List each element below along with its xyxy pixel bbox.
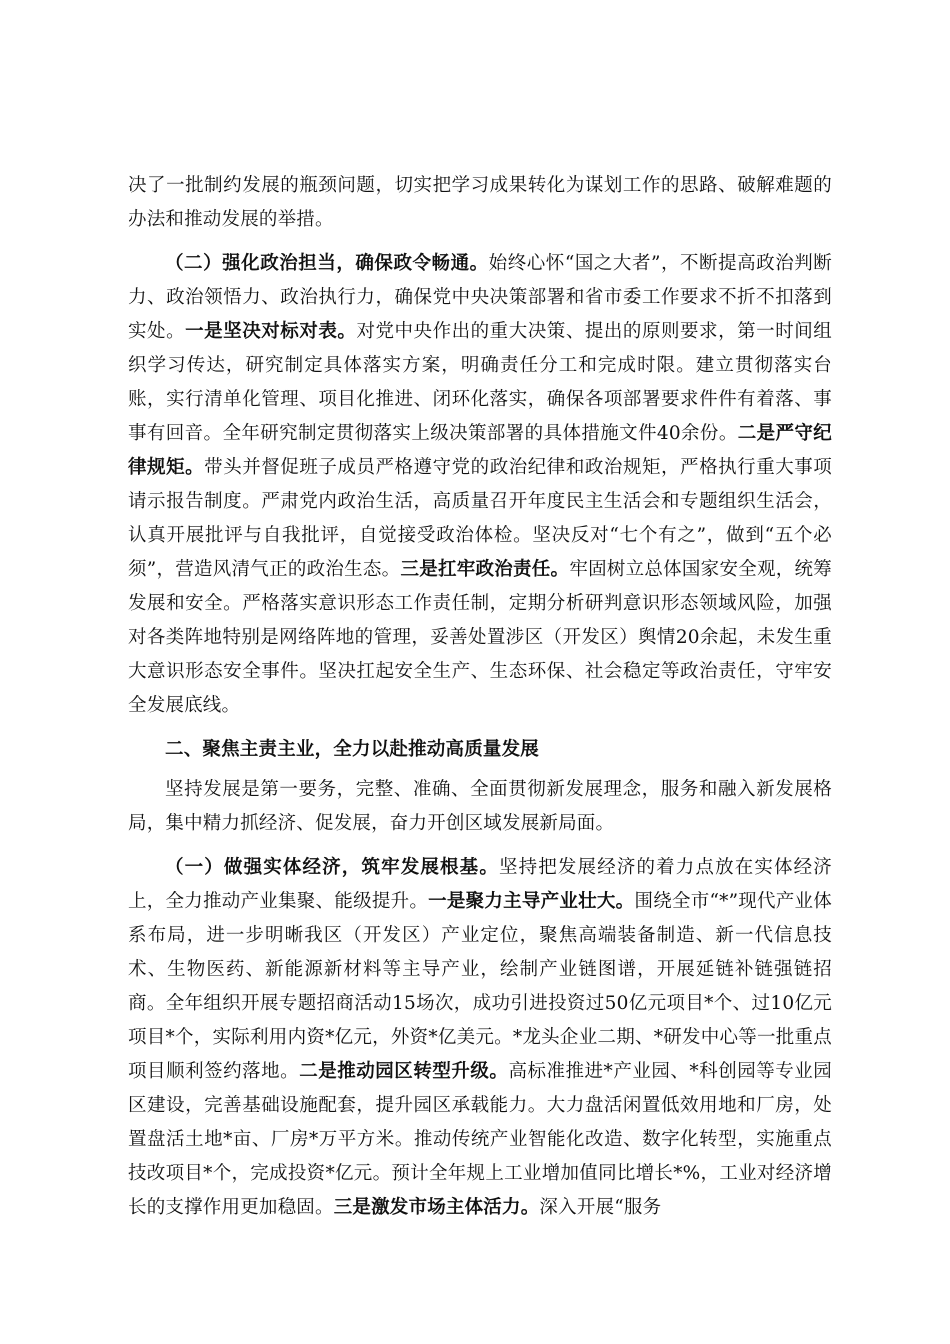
paragraph-text: 坚持发展是第一要务，完整、准确、全面贯彻新发展理念，服务和融入新发展格局，集中精力抓经济、促发展，奋力开创区域发展新局面。 <box>128 779 832 834</box>
point-heading: 二是严守纪律规矩。 <box>128 423 832 478</box>
point-heading: 一是坚决对标对表。 <box>185 321 357 342</box>
paragraph-intro <box>128 773 832 841</box>
paragraph-text: 坚持把发展经济的着力点放在实体经济上，全力推动产业集聚、能级提升。 <box>128 857 832 912</box>
section-lead: （二）强化政治担当，确保政令畅通。 <box>165 253 489 274</box>
paragraph-political-responsibility <box>128 247 832 723</box>
paragraph-real-economy <box>128 851 832 1225</box>
paragraph-text: 决了一批制约发展的瓶颈问题，切实把学习成果转化为谋划工作的思路、破解难题的办法和推动发展的举措。 <box>128 175 832 230</box>
paragraph-text: 牢固树立总体国家安全观，统筹发展和安全。严格落实意识形态工作责任制，定期分析研判意识形态领域风险，加强对各类阵地特别是网络阵地的管理，妥善处置涉区（开发区）舆情20余起，未发生重大意识形态安全事件。坚决扛起安全生产、生态环保、社会稳定等政治责任，守牢安全发展底线。 <box>128 559 832 716</box>
document-body <box>128 169 832 1235</box>
section-heading: 二、聚焦主责主业，全力以赴推动高质量发展 <box>165 739 540 760</box>
point-heading: 三是扛牢政治责任。 <box>400 559 570 580</box>
paragraph-text: 对党中央作出的重大决策、提出的原则要求，第一时间组织学习传达，研究制定具体落实方案，明确责任分工和完成时限。建立贯彻落实台账，实行清单化管理、项目化推进、闭环化落实，确保各项部署要求件件有着落、事事有回音。全年研究制定贯彻落实上级决策部署的具体措施文件40余份。 <box>128 321 832 444</box>
paragraph-text: 围绕全市“*”现代产业体系布局，进一步明晰我区（开发区）产业定位，聚焦高端装备制造、新一代信息技术、生物医药、新能源新材料等主导产业，绘制产业链图谱，开展延链补链强链招商。全年组织开展专题招商活动15场次，成功引进投资过50亿元项目*个、过10亿元项目*个，实际利用内资*亿元，外资*亿美元。*龙头企业二期、*研发中心等一批重点项目顺利签约落地。 <box>128 891 833 1082</box>
section-lead: （一）做强实体经济，筑牢发展根基。 <box>165 857 499 878</box>
paragraph-text: 深入开展“服务 <box>539 1197 662 1218</box>
paragraph-text: 带头并督促班子成员严格遵守党的政治纪律和政治规矩，严格执行重大事项请示报告制度。严肃党内政治生活，高质量召开年度民主生活会和专题组织生活会，认真开展批评与自我批评，自觉接受政治体检。坚决反对“七个有之”，做到“五个必须”，营造风清气正的政治生态。 <box>128 457 832 580</box>
paragraph-text: 高标准推进*产业园、*科创园等专业园区建设，完善基础设施配套，提升园区承载能力。大力盘活闲置低效用地和厂房，处置盘活土地*亩、厂房*万平方米。推动传统产业智能化改造、数字化转型，实施重点技改项目*个，完成投资*亿元。预计全年规上工业增加值同比增长*%，工业对经济增长的支撑作用更加稳固。 <box>128 1061 832 1218</box>
point-heading: 二是推动园区转型升级。 <box>299 1061 509 1082</box>
paragraph-text: 始终心怀“国之大者”，不断提高政治判断力、政治领悟力、政治执行力，确保党中央决策部署和省市委工作要求不折不扣落到实处。 <box>128 253 832 342</box>
point-heading: 一是聚力主导产业壮大。 <box>428 891 635 912</box>
paragraph-continuation <box>128 169 832 237</box>
point-heading: 三是激发市场主体活力。 <box>333 1197 540 1218</box>
